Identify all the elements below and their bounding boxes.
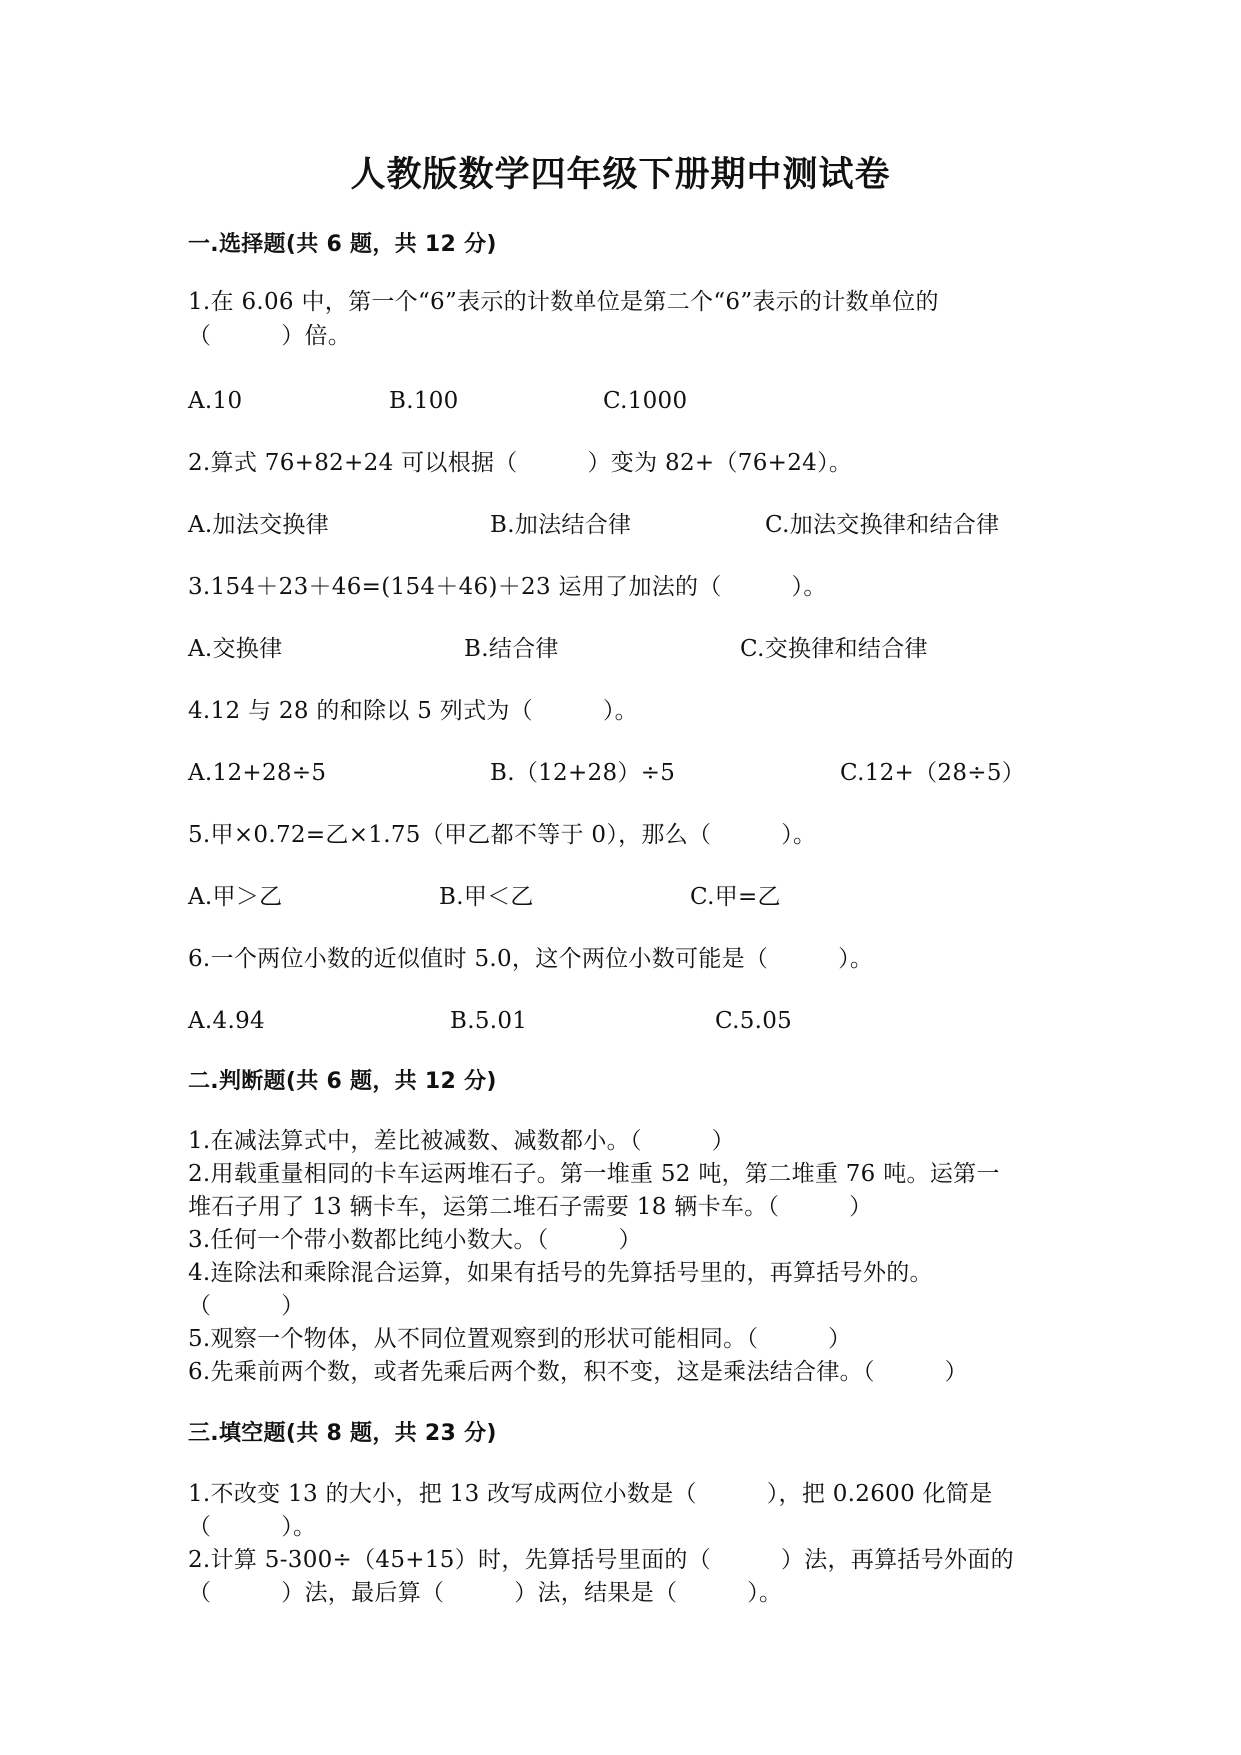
answer-option: C.甲=乙 — [690, 884, 781, 910]
answer-option: C.5.05 — [715, 1008, 793, 1034]
question-text: 5.甲×0.72=乙×1.75（甲乙都不等于 0），那么（ ）。 — [188, 822, 817, 848]
question-text: 1.在减法算式中，差比被减数、减数都小。（ ） — [188, 1128, 735, 1154]
section-heading-multiple-choice: 一.选择题(共 6 题，共 12 分) — [188, 232, 497, 257]
page-title: 人教版数学四年级下册期中测试卷 — [350, 155, 891, 195]
answer-option: B.5.01 — [450, 1008, 528, 1034]
section-heading-fill-in: 三.填空题(共 8 题，共 23 分) — [188, 1421, 497, 1446]
question-text: 3.154＋23＋46=(154＋46)＋23 运用了加法的（ ）。 — [188, 574, 827, 600]
question-text: 5.观察一个物体，从不同位置观察到的形状可能相同。（ ） — [188, 1326, 852, 1352]
answer-option: B.100 — [389, 388, 459, 414]
answer-option: A.4.94 — [188, 1008, 265, 1034]
question-text: 4.12 与 28 的和除以 5 列式为（ ）。 — [188, 698, 638, 724]
answer-option: A.交换律 — [188, 636, 283, 662]
question-text: （ ）法，最后算（ ）法，结果是（ ）。 — [188, 1580, 783, 1606]
answer-option: B.加法结合律 — [490, 512, 632, 538]
answer-option: A.加法交换律 — [188, 512, 330, 538]
question-text: 1.在 6.06 中，第一个“6”表示的计数单位是第二个“6”表示的计数单位的 — [188, 289, 939, 315]
answer-option: C.1000 — [603, 388, 688, 414]
question-text: 1.不改变 13 的大小，把 13 改写成两位小数是（ ），把 0.2600 化简是 — [188, 1481, 993, 1507]
answer-option: B.（12+28）÷5 — [490, 760, 676, 786]
answer-option: A.10 — [188, 388, 243, 414]
section-heading-true-false: 二.判断题(共 6 题，共 12 分) — [188, 1069, 497, 1094]
answer-option: A.12+28÷5 — [188, 760, 327, 786]
answer-option: C.加法交换律和结合律 — [765, 512, 1000, 538]
question-text: 堆石子用了 13 辆卡车，运第二堆石子需要 18 辆卡车。（ ） — [188, 1194, 873, 1220]
question-text: 6.先乘前两个数，或者先乘后两个数，积不变，这是乘法结合律。（ ） — [188, 1359, 968, 1385]
answer-option: B.结合律 — [464, 636, 559, 662]
question-text: （ ）。 — [188, 1514, 317, 1540]
question-text: （ ）倍。 — [188, 323, 352, 349]
question-text: 6.一个两位小数的近似值时 5.0，这个两位小数可能是（ ）。 — [188, 946, 874, 972]
question-text: 4.连除法和乘除混合运算，如果有括号的先算括号里的，再算括号外的。 — [188, 1260, 933, 1286]
answer-option: C.交换律和结合律 — [740, 636, 928, 662]
answer-option: A.甲＞乙 — [188, 884, 283, 910]
question-text: 2.算式 76+82+24 可以根据（ ）变为 82+（76+24）。 — [188, 450, 853, 476]
question-text: 2.计算 5-300÷（45+15）时，先算括号里面的（ ）法，再算括号外面的 — [188, 1547, 1014, 1573]
answer-option: C.12+（28÷5） — [840, 760, 1026, 786]
question-text: （ ） — [188, 1293, 305, 1319]
question-text: 3.任何一个带小数都比纯小数大。（ ） — [188, 1227, 642, 1253]
answer-option: B.甲＜乙 — [439, 884, 534, 910]
question-text: 2.用载重量相同的卡车运两堆石子。第一堆重 52 吨，第二堆重 76 吨。运第一 — [188, 1161, 1000, 1187]
